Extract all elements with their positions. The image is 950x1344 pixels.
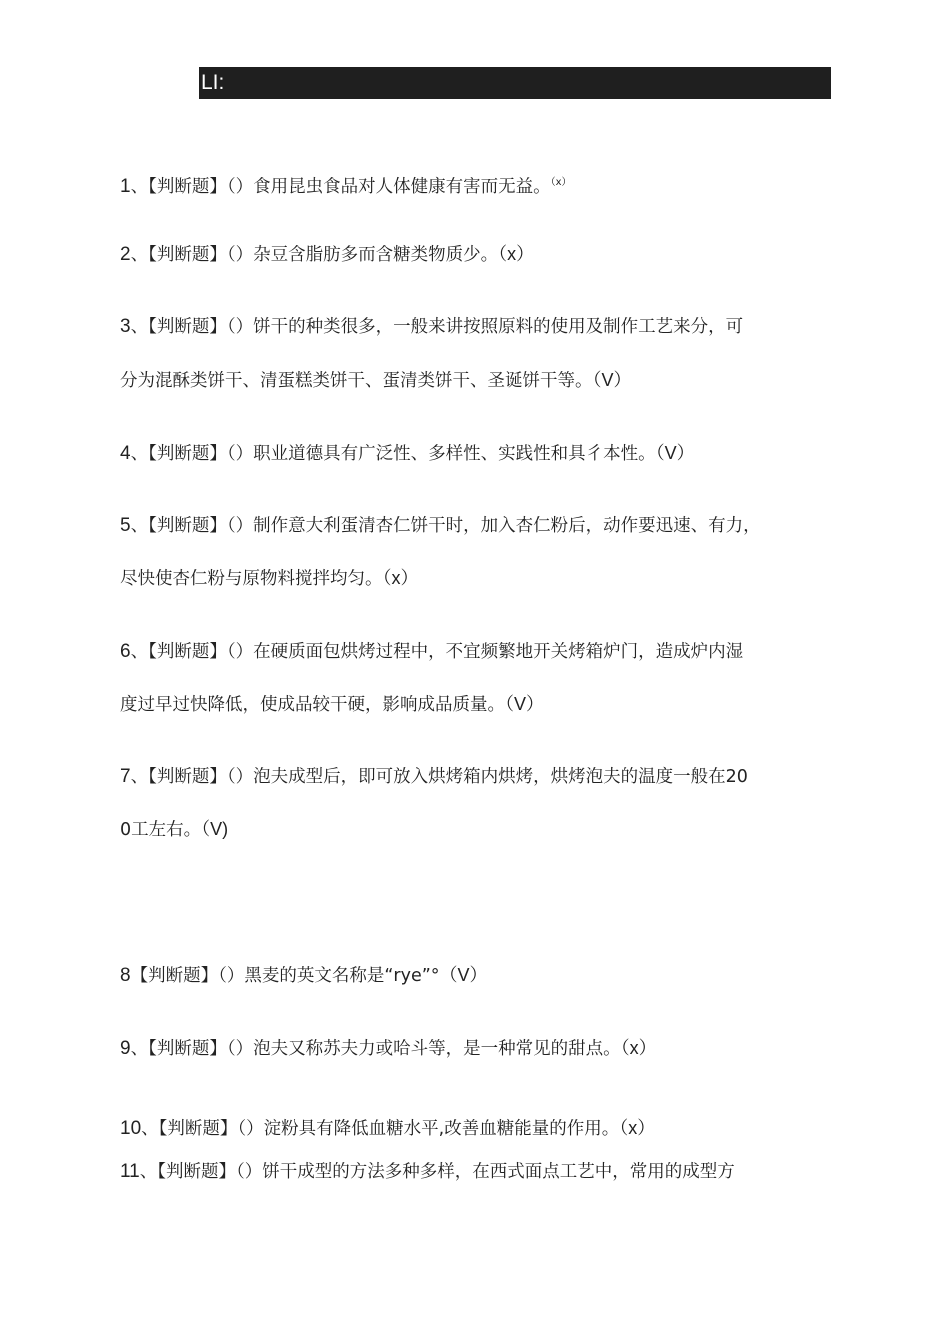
question-type-tag: 【判断题】 [148, 767, 227, 787]
question-text: （）饼干的种类很多，一般来讲按照原料的使用及制作工艺来分，可 [226, 317, 744, 337]
question-number: 7 [120, 766, 131, 787]
question-2: 2、【判断题】（）杂豆含脂肪多而含糖类物质少。（x） [120, 244, 535, 265]
question-3-continued [120, 367, 835, 394]
question-text-continued: 分为混酥类饼干、清蛋糕类饼干、蛋清类饼干、圣诞饼干等。 [120, 371, 593, 391]
question-text-continued: 尽快使杏仁粉与原物料搅拌均匀。 [120, 569, 383, 589]
question-answer: （x） [619, 1118, 656, 1138]
question-8 [120, 962, 835, 989]
question-answer: （V） [439, 965, 488, 985]
question-10: 10、【判断题】（）淀粉具有降低血糖水平,改善血糖能量的作用。（x） [120, 1118, 656, 1139]
question-type-tag: 【判断题】 [148, 516, 227, 536]
question-answer: （V） [655, 443, 695, 463]
question-type-tag: 【判断题】 [148, 245, 227, 265]
question-answer: （V） [592, 370, 632, 390]
question-number: 3 [120, 316, 131, 337]
question-6: 6、【判断题】（）在硬质面包烘烤过程中，不宜频繁地开关烤箱炉门，造成炉内湿 [120, 641, 744, 662]
question-number: 11 [120, 1161, 140, 1182]
question-text: （）在硬质面包烘烤过程中，不宜频繁地开关烤箱炉门，造成炉内湿 [226, 642, 744, 662]
question-type-tag: 【判断题】 [157, 1162, 236, 1182]
question-9: 9、【判断题】（）泡夫又称苏夫力或哈斗等，是一种常见的甜点。（x） [120, 1038, 657, 1059]
question-answer: （x） [382, 568, 419, 588]
question-answer: （V) [201, 819, 229, 839]
question-text: （）泡夫成型后，即可放入烘烤箱内烘烤，烘烤泡夫的温度一般在20 [226, 767, 748, 787]
question-type-tag: 【判断题】 [148, 176, 227, 197]
question-text: （）泡夫又称苏夫力或哈斗等，是一种常见的甜点。 [226, 1039, 621, 1059]
question-answer: （x） [550, 177, 572, 188]
header-bar [199, 67, 831, 99]
question-text: （）职业道德具有广泛性、多样性、实践性和具彳本性。 [226, 444, 656, 464]
question-text: （）杂豆含脂肪多而含糖类物质少。 [226, 245, 499, 265]
question-7-continued [120, 816, 835, 843]
question-number: 5 [120, 515, 131, 536]
question-type-tag: 【判断题】 [148, 642, 227, 662]
question-number: 9 [120, 1038, 131, 1059]
question-1: 1、【判断题】（）食用昆虫食品对人体健康有害而无益。$^{(x)}$ [120, 175, 572, 197]
question-text: （）食用昆虫食品对人体健康有害而无益。 [226, 176, 551, 197]
question-text-continued: 0工左右。 [120, 820, 202, 840]
question-number: 10 [120, 1118, 142, 1139]
question-text: （）制作意大利蛋清杏仁饼干时，加入杏仁粉后，动作要迅速、有力， [226, 516, 761, 536]
question-6-continued [120, 691, 835, 718]
question-text: （）淀粉具有降低血糖水平,改善血糖能量的作用。 [237, 1119, 620, 1139]
question-text: （）黑麦的英文名称是“rye”° [218, 966, 440, 986]
question-type-tag: 【判断题】 [148, 1039, 227, 1059]
header-title: LI: [201, 71, 225, 94]
question-3: 3、【判断题】（）饼干的种类很多，一般来讲按照原料的使用及制作工艺来分，可 [120, 316, 744, 337]
question-7: 7、【判断题】（）泡夫成型后，即可放入烘烤箱内烘烤，烘烤泡夫的温度一般在20 [120, 766, 748, 787]
question-text-continued: 度过早过快降低，使成品较干硬，影响成品质量。 [120, 695, 505, 715]
question-type-tag: 【判断题】 [130, 966, 219, 986]
question-number: 2 [120, 244, 131, 265]
question-5: 5、【判断题】（）制作意大利蛋清杏仁饼干时，加入杏仁粉后，动作要迅速、有力， [120, 515, 761, 536]
question-number: 4 [120, 443, 131, 464]
question-answer: （x） [620, 1038, 657, 1058]
question-answer: （x） [498, 244, 535, 264]
question-type-tag: 【判断题】 [148, 444, 227, 464]
question-number: 8 [120, 965, 131, 986]
question-text: （）饼干成型的方法多种多样，在西式面点工艺中，常用的成型方 [235, 1162, 735, 1182]
question-type-tag: 【判断题】 [148, 317, 227, 337]
question-5-continued [120, 565, 835, 592]
question-11: 11、【判断题】（）饼干成型的方法多种多样，在西式面点工艺中，常用的成型方 [120, 1161, 735, 1182]
question-type-tag: 【判断题】 [158, 1119, 238, 1139]
question-answer: （V） [505, 694, 545, 714]
question-4: 4、【判断题】（）职业道德具有广泛性、多样性、实践性和具彳本性。（V） [120, 443, 695, 464]
question-number: 1 [120, 175, 131, 197]
question-number: 6 [120, 641, 131, 662]
